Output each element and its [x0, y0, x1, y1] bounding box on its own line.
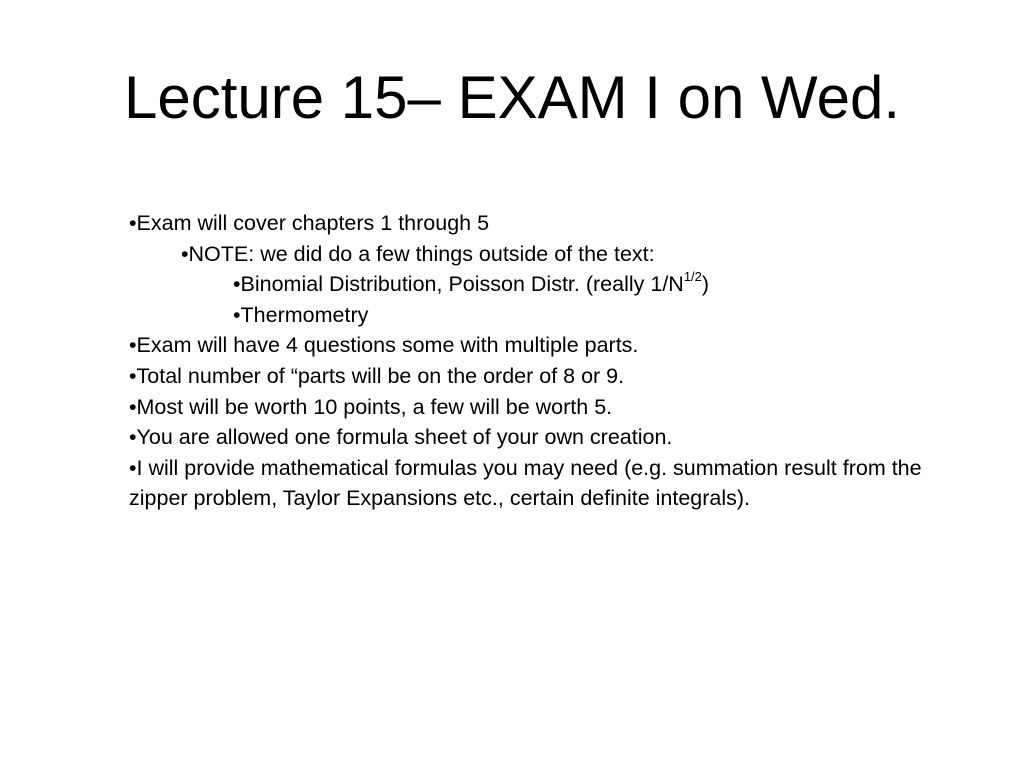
bullet-binomial-poisson-close: ) [701, 272, 710, 297]
slide-title: Lecture 15– EXAM I on Wed. [124, 64, 900, 131]
bullet-provided-formulas: •I will provide mathematical formulas you may need (e.g. summation result from the zipper problem, Taylor Expansions etc., certain definite integrals). [129, 455, 922, 511]
bullet-binomial-poisson-text: •Binomial Distribution, Poisson Distr. (really 1/N [233, 272, 684, 297]
bullet-total-parts: •Total number of “parts will be on the order of 8 or 9. [129, 363, 625, 388]
bullet-exam-chapters: •Exam will cover chapters 1 through 5 [129, 211, 490, 235]
bullet-binomial-poisson [129, 269, 929, 300]
bullet-thermometry: •Thermometry [233, 302, 369, 327]
bullet-note-outside-text: •NOTE: we did do a few things outside of the text: [181, 241, 655, 266]
bullet-binomial-poisson-superscript: 1/2 [683, 269, 702, 285]
bullet-list [129, 208, 929, 514]
bullet-points-worth: •Most will be worth 10 points, a few will be worth 5. [129, 394, 613, 419]
bullet-formula-sheet: •You are allowed one formula sheet of your own creation. [129, 425, 673, 450]
bullet-exam-questions: •Exam will have 4 questions some with multiple parts. [129, 333, 639, 358]
